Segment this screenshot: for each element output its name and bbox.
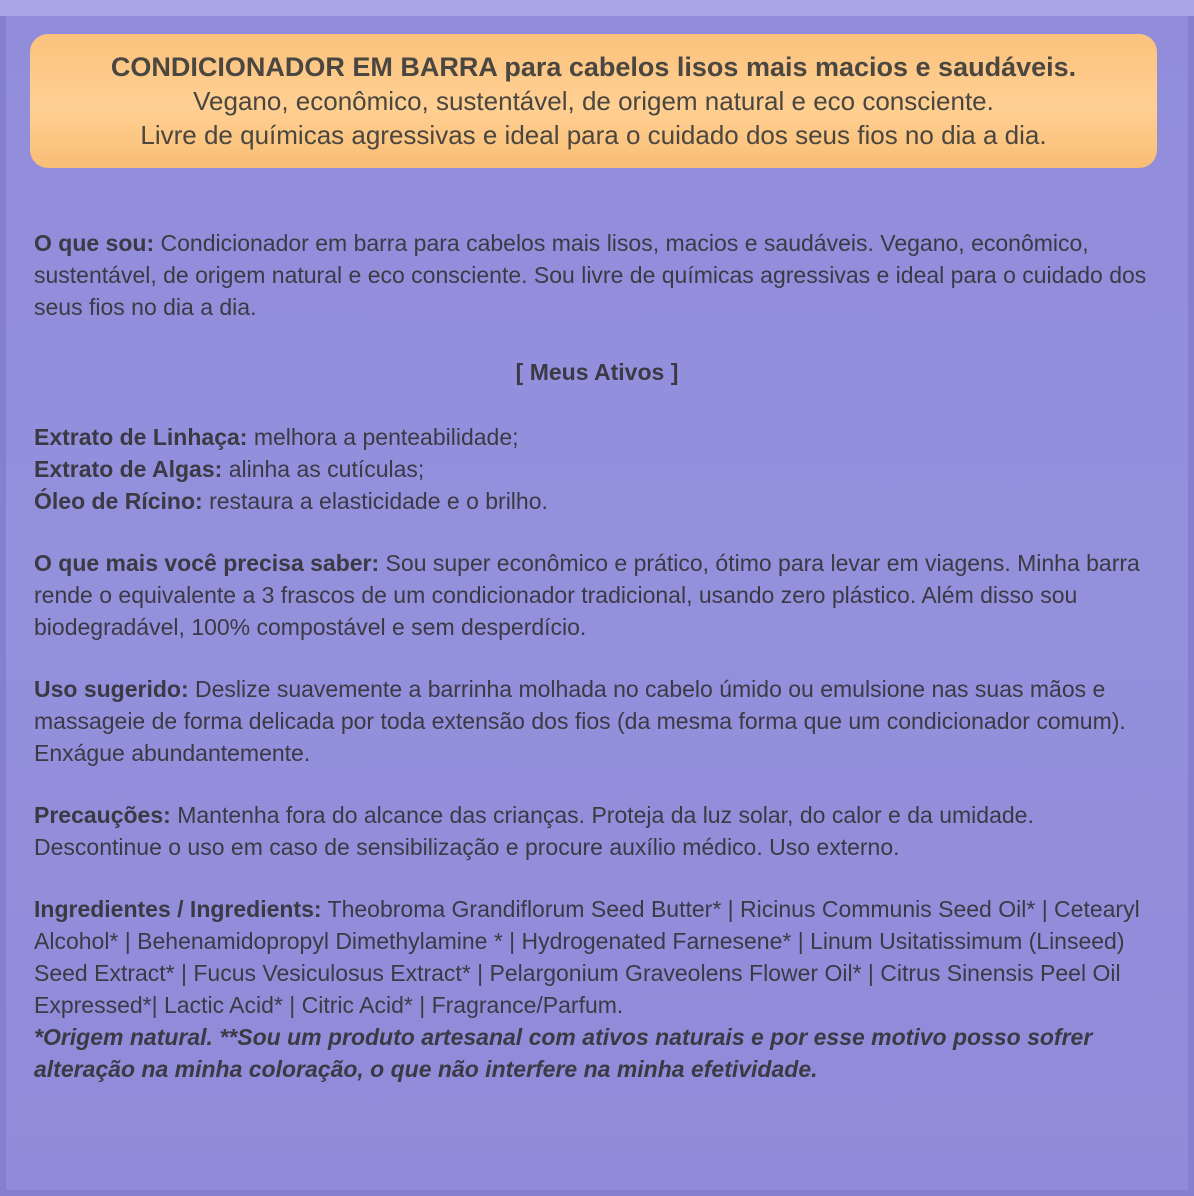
active-label: Óleo de Rícino: [34,488,203,514]
ingredients-paragraph [34,893,1160,1021]
label-content [34,227,1160,1085]
active-text: alinha as cutículas; [222,456,425,482]
active-text: melhora a penteabilidade; [247,424,519,450]
usage-paragraph [34,673,1160,769]
banner-title-bold: CONDICIONADOR EM BARRA [110,52,497,82]
active-item [34,453,1160,485]
about-text: Condicionador em barra para cabelos mais lisos, macios e saudáveis. Vegano, econômico, sustentável, de origem natural e eco consciente. Sou livre de químicas agressivas e ideal para o cuidado dos seus fios no dia a dia. [34,230,1147,320]
precautions-text: Mantenha fora do alcance das crianças. Proteja da luz solar, do calor e da umidade. Descontinue o uso em caso de sensibilização e procure auxílio médico. Uso externo. [34,802,1034,860]
usage-text: Deslize suavemente a barrinha molhada no cabelo úmido ou emulsione nas suas mãos e massageie de forma delicada por toda extensão dos fios (da mesma forma que um condicionador comum). Enxágue abundantemente. [34,676,1126,766]
active-item [34,421,1160,453]
usage-label: Uso sugerido: [34,676,189,702]
active-label: Extrato de Algas: [34,456,223,482]
actives-heading: [ Meus Ativos ] [515,359,679,385]
about-label: O que sou: [34,230,155,256]
more-label: O que mais você precisa saber: [34,550,380,576]
headline-banner [30,34,1157,168]
banner-line-3: Livre de químicas agressivas e ideal para o cuidado dos seus fios no dia a dia. [140,120,1047,150]
banner-line-2: Vegano, econômico, sustentável, de origem natural e eco consciente. [193,86,994,116]
banner-title-rest: para cabelos lisos mais macios e saudáveis. [496,52,1077,82]
banner-title [30,50,1157,84]
box-top-edge [0,0,1194,16]
more-info-paragraph [34,547,1160,643]
precautions-label: Precauções: [34,802,171,828]
origin-note: *Origem natural. **Sou um produto artesanal com ativos naturais e por esse motivo posso sofrer alteração na minha coloração, o que não interfere na minha efetividade. [34,1024,1093,1082]
active-label: Extrato de Linhaça: [34,424,248,450]
active-item [34,485,1160,517]
precautions-paragraph [34,799,1160,863]
more-text: Sou super econômico e prático, ótimo para levar em viagens. Minha barra rende o equivalente a 3 frascos de um condicionador tradicional, usando zero plástico. Além disso sou biodegradável, 100% compostável e sem desperdício. [34,550,1140,640]
ingredients-label: Ingredientes / Ingredients: [34,896,322,922]
about-paragraph [34,227,1160,323]
active-text: restaura a elasticidade e o brilho. [202,488,548,514]
ingredients-text: Theobroma Grandiflorum Seed Butter* | Ricinus Communis Seed Oil* | Cetearyl Alcohol* | Behenamidopropyl Dimethylamine * | Hydrogenated Farnesene* | Linum Usitatissimum (Linseed) Seed Extract* | Fucus Vesiculosus Extract* | Pelargonium Graveolens Flower Oil* | Citrus Sinensis Peel Oil Expressed*| Lactic Acid* | Citric Acid* | Fragrance/Parfum. [34,896,1140,1018]
